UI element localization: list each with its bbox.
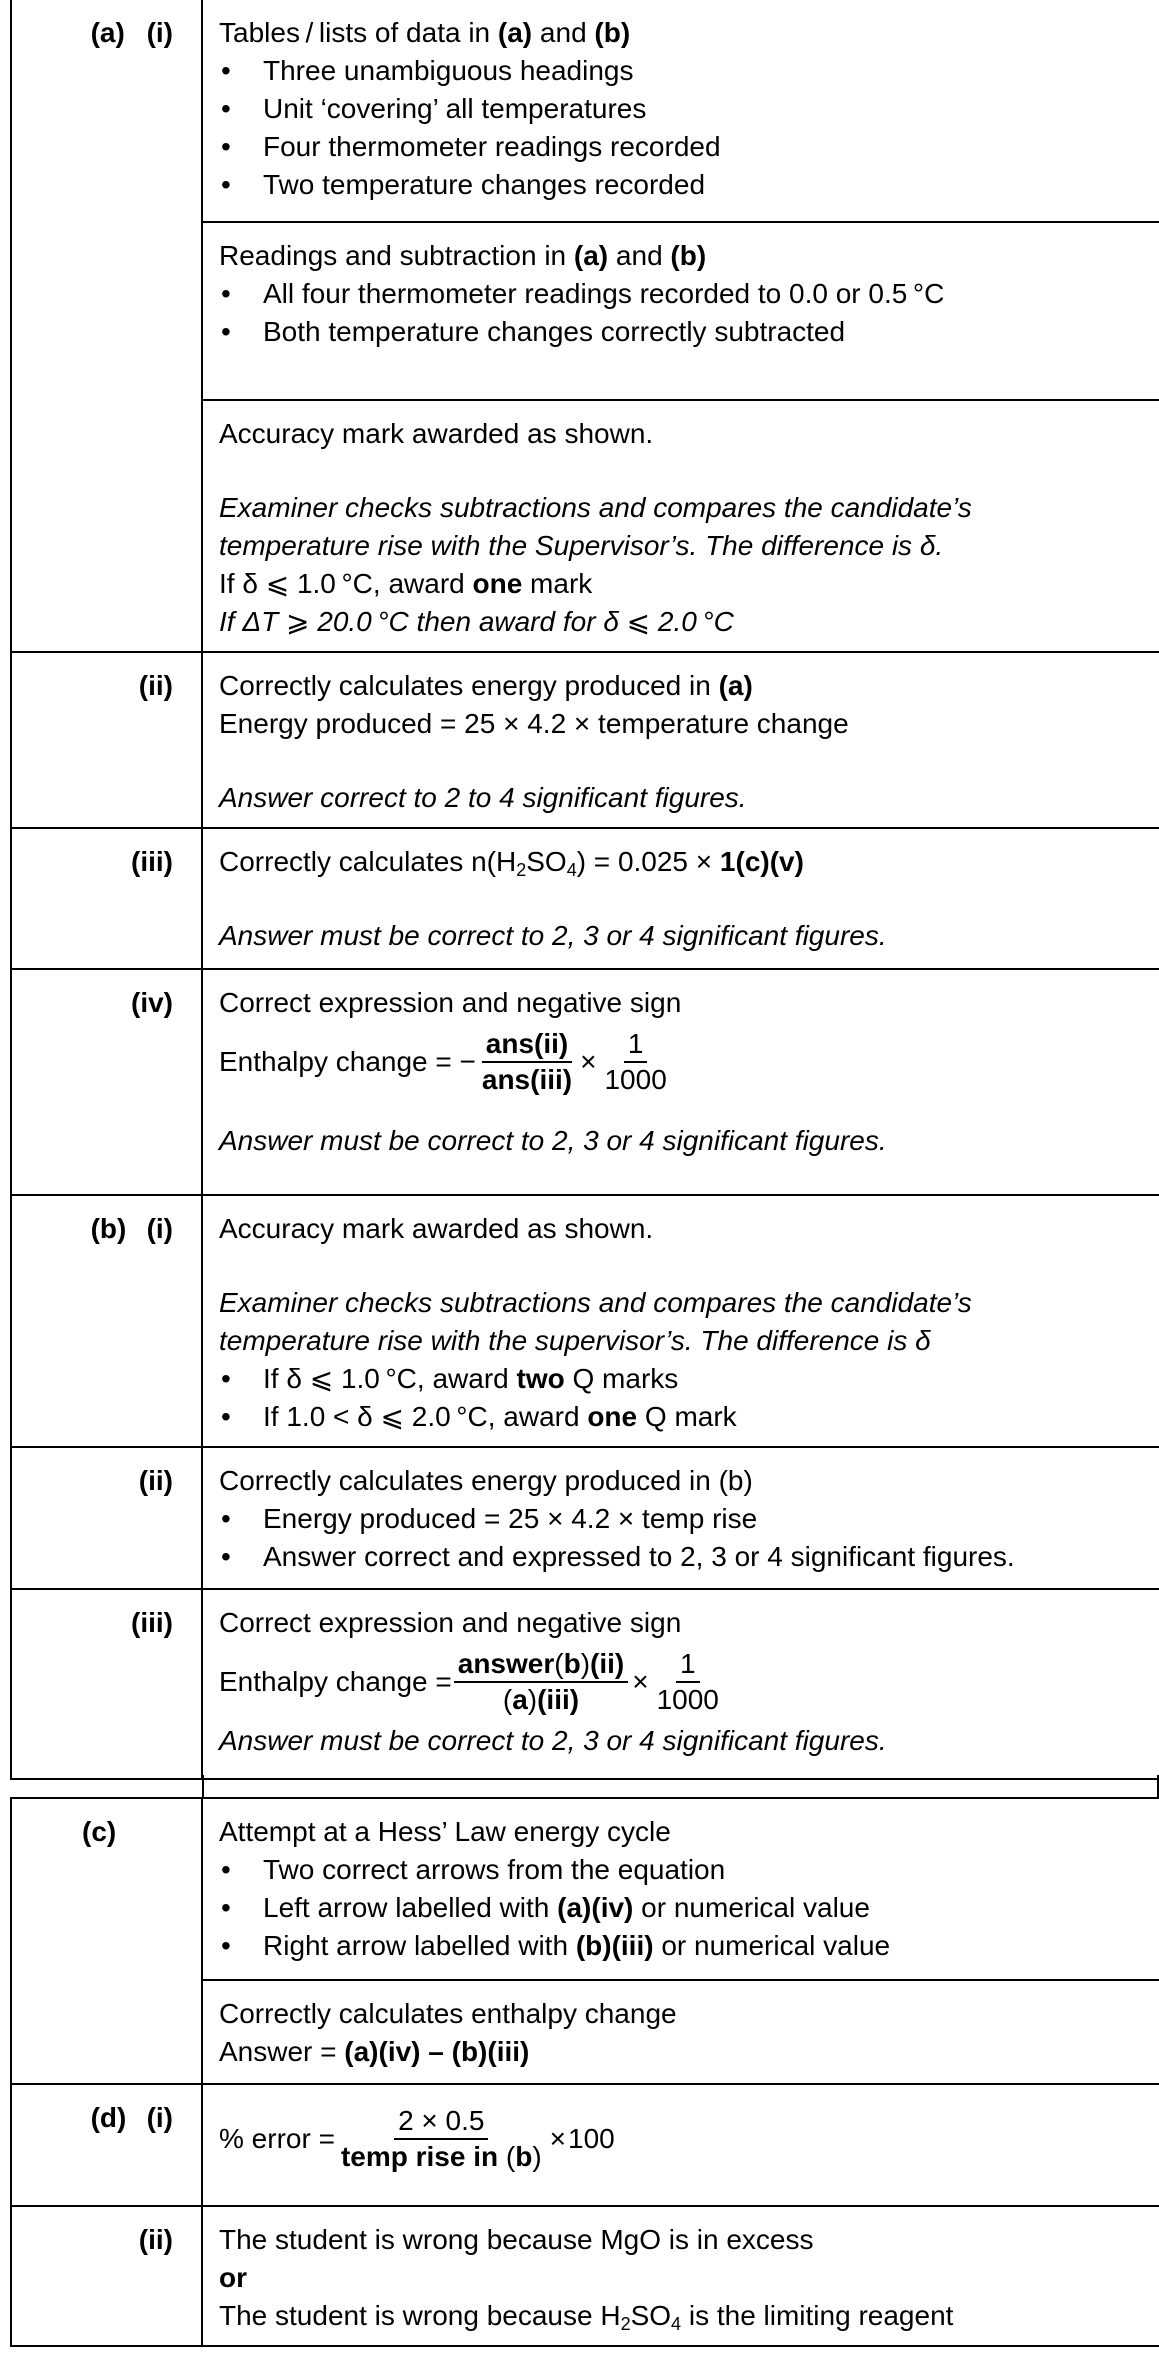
bullet-item: • Four thermometer readings recorded [219,128,1145,166]
award-text: mark [522,568,593,599]
italic-line: Examiner checks subtractions and compares the candidate’s [219,1287,972,1318]
question-label-d-i [11,2084,202,2206]
heading-text: Readings and subtraction in [219,240,574,271]
text-line [219,2297,1145,2335]
award-bold: one [472,568,523,599]
bold-text: (a)(iv) [557,1892,634,1923]
bold-text: 1(c)(v) [719,846,804,877]
question-part: (b) [90,1213,127,1244]
question-label-b-iii [11,1589,202,1779]
text: Q mark [637,1401,737,1432]
numerator [454,1647,628,1683]
text-line: Correct expression and negative sign [219,987,682,1018]
bold-text: two [516,1363,565,1394]
numerator: 1 [676,1647,700,1683]
text: If δ ⩽ 1.0 °C, award [263,1363,517,1394]
row-b-iii [11,1589,1159,1779]
subscript: 4 [566,860,577,880]
bullet-item [219,1927,1145,1965]
fraction [337,2104,546,2174]
text: 100 [568,2123,615,2154]
subscript: 2 [516,860,527,880]
bold-text: (iii) [530,1064,573,1095]
answer-cell [202,2084,1159,2206]
row-d-i [11,2084,1159,2206]
answer-cell [202,400,1159,652]
text: ) = 0.025 × [576,846,720,877]
text-line: Correct expression and negative sign [219,1607,682,1638]
formula-label: Enthalpy change = − [219,1046,476,1077]
bold-text: (ii) [534,1028,569,1059]
row-a-i-2 [11,222,1159,400]
text: ( [505,2141,516,2172]
text: or numerical value [653,1930,891,1961]
question-label-a-i [11,0,202,222]
bold-text: b [563,1648,581,1679]
formula-label: % error = [219,2123,335,2154]
enthalpy-formula [219,1642,1145,1722]
text: The student is wrong because H [219,2300,621,2331]
question-sub: (i) [146,2102,173,2133]
heading-bold: (a) [497,17,533,48]
numerator: 2 × 0.5 [394,2104,488,2140]
italic-line: If ΔT ⩾ 20.0 °C then award for δ ⩽ 2.0 °C [219,606,734,637]
answer-cell [202,1447,1159,1589]
bold-text: a [512,1684,528,1715]
question-sub: (iii) [131,1607,173,1638]
italic-line: Examiner checks subtractions and compares the candidate’s [219,492,972,523]
text: ) [527,1684,538,1715]
heading-text: and [608,240,671,271]
answer-cell [202,652,1159,828]
text: If 1.0 < δ ⩽ 2.0 °C, award [263,1401,588,1432]
text-line: Accuracy mark awarded as shown. [219,1213,654,1244]
question-sub: (iii) [131,846,173,877]
heading-bold: (b) [670,240,707,271]
bullet-item: • Two temperature changes recorded [219,166,1145,204]
bullet-item [219,1360,1145,1398]
text-line: Energy produced = 25 × 4.2 × temperature change [219,708,849,739]
row-a-iii [11,828,1159,969]
row-d-ii [11,2206,1159,2346]
text: Correctly calculates n(H [219,846,517,877]
bullet-item [219,1398,1145,1436]
answer-cell [202,0,1159,222]
bullet-item: • Two correct arrows from the equation [219,1851,1145,1889]
italic-line: Answer must be correct to 2, 3 or 4 significant figures. [219,920,887,951]
italic-line: temperature rise with the supervisor’s. The difference is δ [219,1325,931,1356]
bold-text: ans [481,1064,531,1095]
heading-text: and [532,17,595,48]
row-a-i-1 [11,0,1159,222]
numerator [482,1027,572,1063]
heading-bold: (b) [594,17,631,48]
answer-cell [202,222,1159,400]
denominator [478,1063,576,1097]
answer-cell [202,2206,1159,2346]
answer-cell [202,1589,1159,1779]
italic-line: Answer must be correct to 2, 3 or 4 significant figures. [219,1125,887,1156]
heading-bold: (a) [573,240,609,271]
text-line [219,843,1145,881]
row-b-i [11,1195,1159,1447]
answer-cell [202,1980,1159,2084]
bold-text: (a)(iv) – (b)(iii) [344,2036,530,2067]
italic-line: temperature rise with the Supervisor’s. The difference is δ. [219,530,944,561]
text-line: Correctly calculates enthalpy change [219,1998,677,2029]
bullet-item [219,1889,1145,1927]
denominator [337,2140,546,2174]
mark-scheme-table-1 [10,0,1159,1780]
text: SO [526,846,567,877]
denominator: 1000 [656,1684,719,1715]
fraction [600,1027,670,1097]
text: Q marks [564,1363,679,1394]
text-line: The student is wrong because MgO is in excess [219,2224,814,2255]
row-a-iv [11,969,1159,1195]
text: ) [580,1648,591,1679]
bullet-item: • All four thermometer readings recorded to 0.0 or 0.5 °C [219,275,1145,313]
text-line: Correctly calculates energy produced in (b) [219,1465,753,1496]
bold-text: (b)(iii) [575,1930,654,1961]
bullet-item: • Three unambiguous headings [219,52,1145,90]
text: ( [554,1648,564,1679]
question-label-a-iv [11,969,202,1195]
text: Left arrow labelled with [263,1892,558,1923]
answer-cell [202,1798,1159,1980]
text: is the limiting reagent [681,2300,954,2331]
text: Right arrow labelled with [263,1930,576,1961]
bullet-item: • Energy produced = 25 × 4.2 × temp rise [219,1500,1145,1538]
answer-cell [202,1195,1159,1447]
question-sub: (ii) [138,1465,173,1496]
denominator [499,1683,583,1717]
row-c-1 [11,1798,1159,1980]
bullet-item: • Both temperature changes correctly subtracted [219,313,1145,351]
italic-line: Answer correct to 2 to 4 significant figures. [219,782,747,813]
question-sub: (i) [146,17,173,48]
fraction [653,1647,723,1717]
question-sub: (iv) [131,987,173,1018]
text: ) [532,2141,542,2172]
formula-label: Enthalpy change = [219,1666,452,1697]
text: Answer = [219,2036,345,2067]
question-part: (d) [90,2102,127,2133]
award-line [219,565,1145,603]
question-sub: (ii) [138,670,173,701]
block-heading [219,237,1145,275]
bold-text: answer [457,1648,555,1679]
text-line: Attempt at a Hess’ Law energy cycle [219,1816,671,1847]
enthalpy-formula [219,1022,1145,1102]
divider [202,1775,204,1797]
bold-text: (ii) [590,1648,625,1679]
subscript: 2 [620,2314,631,2334]
text: or numerical value [633,1892,870,1923]
mark-scheme-table-2 [10,1797,1159,2347]
row-a-i-3 [11,400,1159,652]
times-sign: × [549,2123,566,2154]
award-text: If δ ⩽ 1.0 °C, award [219,568,473,599]
bold-text: b [515,2141,533,2172]
question-part: (a) [90,17,125,48]
block-heading [219,14,1145,52]
bullet-item: • Answer correct and expressed to 2, 3 or 4 significant figures. [219,1538,1145,1576]
denominator: 1000 [604,1064,667,1095]
question-label-b-i [11,1195,202,1447]
text: SO [630,2300,672,2331]
question-label-a-iii [11,828,202,969]
fraction [454,1647,628,1717]
question-sub: (i) [146,1213,173,1244]
bold-text: ans [485,1028,535,1059]
text-line: Accuracy mark awarded as shown. [219,418,654,449]
bold-text: temp rise in [340,2141,506,2172]
question-label-a-ii [11,652,202,828]
row-a-ii [11,652,1159,828]
row-b-ii [11,1447,1159,1589]
text: ( [502,1684,513,1715]
bold-text: (iii) [537,1684,580,1715]
heading-text: Tables / lists of data in [219,17,498,48]
italic-line: Answer must be correct to 2, 3 or 4 significant figures. [219,1725,887,1756]
row-c-2 [11,1980,1159,2084]
question-sub: (ii) [138,2224,173,2255]
question-label-b-ii [11,1447,202,1589]
question-part: (c) [82,1816,117,1847]
bullet-item: • Unit ‘covering’ all temperatures [219,90,1145,128]
or-connector: or [219,2262,247,2293]
text-line [219,2033,1145,2071]
times-sign: × [632,1666,649,1697]
bold-text: (a) [718,670,753,701]
bold-text: one [587,1401,638,1432]
answer-cell [202,828,1159,969]
question-label-c [11,1798,202,1980]
numerator: 1 [624,1027,648,1063]
percent-error-formula [219,2099,1145,2179]
subscript: 4 [671,2314,682,2334]
question-label-d-ii [11,2206,202,2346]
text: Correctly calculates energy produced in [219,670,719,701]
fraction [478,1027,576,1097]
answer-cell [202,969,1159,1195]
times-sign: × [580,1046,597,1077]
text-line [219,667,1145,705]
